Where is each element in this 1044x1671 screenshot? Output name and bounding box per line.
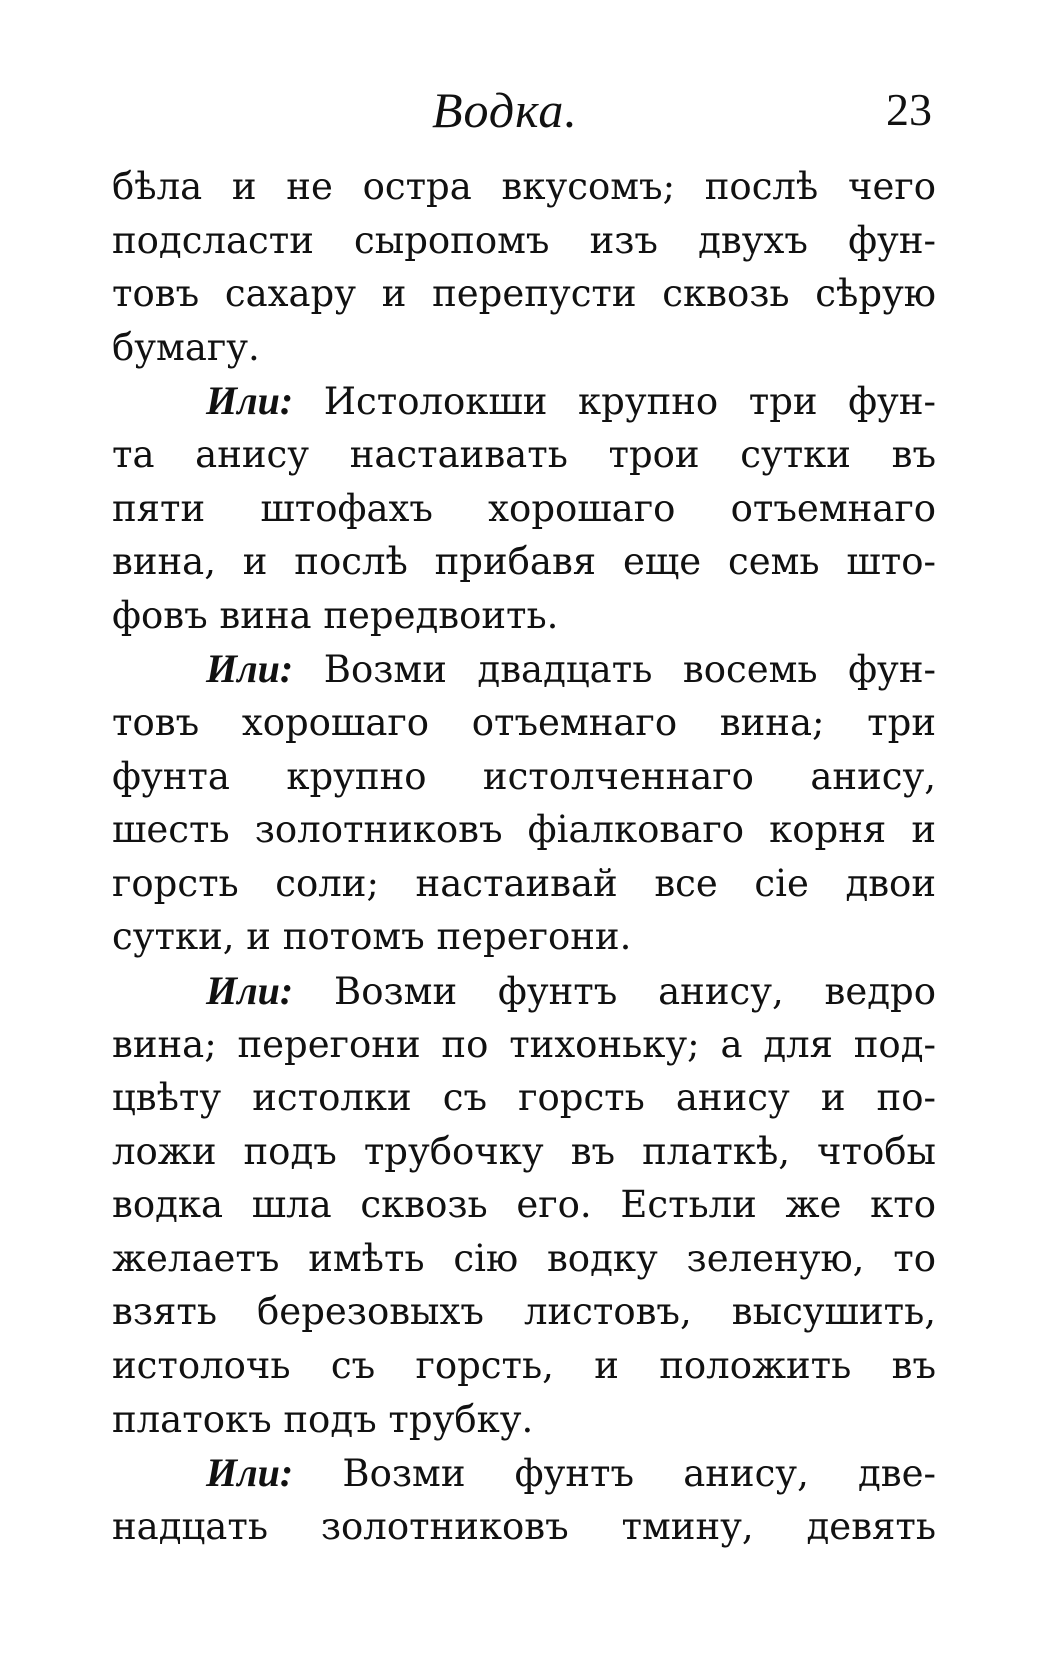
paragraph-first-line <box>112 642 936 696</box>
paragraph-text: Возми фунтъ анису, две- <box>342 1452 936 1496</box>
text-line: шесть золотниковъ фіалковаго корня и <box>112 808 936 852</box>
text-line: ложи подъ трубочку въ платкѣ, чтобы <box>112 1129 936 1173</box>
body-text <box>112 160 936 1553</box>
paragraph-lead: Или: <box>206 967 294 1013</box>
paragraph-text: Истолокши крупно три фун- <box>323 380 936 424</box>
paragraph-text: Возми двадцать восемь фун- <box>323 648 936 692</box>
text-line: вина, и послѣ прибавя еще семь што- <box>112 540 936 584</box>
text-line: водка шла сквозь его. Естьли же кто <box>112 1183 936 1227</box>
text-line: товъ хорошаго отъемнаго вина; три <box>112 700 936 744</box>
paragraph-lead: Или: <box>206 378 294 424</box>
text-line: горсть соли; настаивай все сіе двои <box>112 861 936 905</box>
text-line: фунта крупно истолченнаго анису, <box>112 754 936 798</box>
paragraph-lead: Или: <box>206 1450 294 1496</box>
text-line: желаетъ имѣть сію водку зеленую, то <box>112 1236 936 1280</box>
text-line: платокъ подъ трубку. <box>112 1397 534 1441</box>
text-line: сутки, и потомъ перегони. <box>112 915 632 959</box>
text-line: подсласти сыропомъ изъ двухъ фун- <box>112 218 936 262</box>
running-title: Водка. <box>432 82 578 138</box>
page-number: 23 <box>886 84 932 135</box>
text-line: взять березовыхъ листовъ, высушить, <box>112 1290 936 1334</box>
text-line: бѣла и не остра вкусомъ; послѣ чего <box>112 165 936 208</box>
paragraph-first-line <box>112 964 936 1018</box>
paragraph-first-line <box>112 374 936 428</box>
text-line: пяти штофахъ хорошаго отъемнаго <box>112 486 936 530</box>
text-line: бумагу. <box>112 325 260 369</box>
text-line: цвѣту истолки съ горсть анису и по- <box>112 1076 936 1120</box>
paragraph-text: Возми фунтъ анису, ведро <box>334 969 936 1013</box>
text-line: товъ сахару и перепусти сквозь сѣрую <box>112 272 936 316</box>
text-line: та анису настаивать трои сутки въ <box>112 432 936 476</box>
text-line: фовъ вина передвоить. <box>112 593 559 637</box>
paragraph-lead: Или: <box>206 646 294 692</box>
text-line: надцать золотниковъ тмину, девять <box>112 1504 936 1548</box>
text-line: истолочь съ горсть, и положить въ <box>112 1344 936 1388</box>
running-head <box>112 72 936 142</box>
text-line: вина; перегони по тихоньку; а для под- <box>112 1022 936 1066</box>
paragraph-first-line <box>112 1446 936 1500</box>
